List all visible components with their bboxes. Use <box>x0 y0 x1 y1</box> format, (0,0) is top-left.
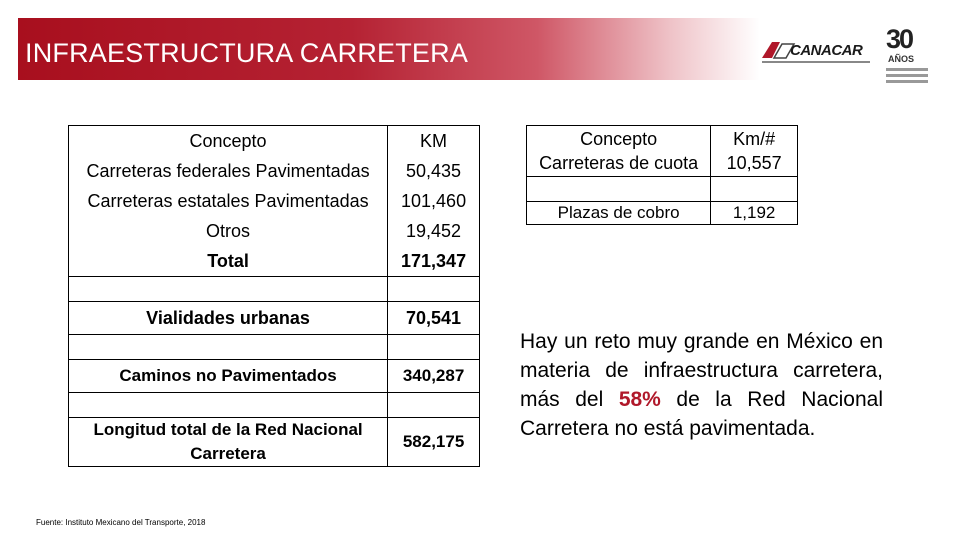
table-row-spacer <box>69 393 480 418</box>
summary-paragraph <box>520 327 883 443</box>
value-cuota: 10,557 <box>726 153 782 173</box>
concept-header: Concepto <box>580 129 658 149</box>
table-row <box>69 126 480 277</box>
vialidades-value: 70,541 <box>388 302 480 335</box>
anniversary-logo <box>884 24 938 94</box>
value-cell <box>388 126 480 277</box>
concept-header: Concepto <box>189 131 267 151</box>
concept-estatal: Carreteras estatales Pavimentadas <box>87 191 369 211</box>
concept-total: Total <box>207 251 249 271</box>
value-federal: 50,435 <box>406 161 462 181</box>
paragraph-text-before: Hay un reto muy grande en México en materia de infraestructura carretera, más del <box>520 330 883 411</box>
table-row-spacer <box>69 277 480 302</box>
longitud-line1: Longitud total de la Red Nacional <box>93 420 363 439</box>
table-row <box>69 360 480 393</box>
highlight-percentage: 58% <box>618 388 661 411</box>
table-row <box>69 302 480 335</box>
concept-cuota: Carreteras de cuota <box>539 153 699 173</box>
canacar-underline <box>762 61 870 63</box>
anniversary-number: 30 <box>886 24 913 54</box>
value-cell <box>711 126 798 177</box>
plazas-label: Plazas de cobro <box>527 202 711 225</box>
concept-cell <box>527 126 711 177</box>
anniversary-label: AÑOS <box>888 54 915 64</box>
longitud-value: 582,175 <box>388 418 480 467</box>
concept-cell <box>69 126 388 277</box>
anniversary-bar <box>886 80 928 83</box>
value-header: Km/# <box>733 129 776 149</box>
page-title: INFRAESTRUCTURA CARRETERA <box>25 38 469 68</box>
anniversary-bar <box>886 68 928 71</box>
vialidades-label: Vialidades urbanas <box>69 302 388 335</box>
km-table <box>68 125 480 467</box>
table-row <box>527 126 798 177</box>
caminos-value: 340,287 <box>388 360 480 393</box>
table-row <box>69 418 480 467</box>
longitud-label <box>69 418 388 467</box>
caminos-label: Caminos no Pavimentados <box>69 360 388 393</box>
source-note: Fuente: Instituto Mexicano del Transporte, 2018 <box>36 518 206 527</box>
toll-table <box>526 125 798 225</box>
title-banner <box>18 18 760 80</box>
longitud-line2: Carretera <box>190 444 266 463</box>
value-estatal: 101,460 <box>401 191 467 211</box>
value-header: KM <box>420 131 448 151</box>
table-row-spacer <box>69 335 480 360</box>
value-otros: 19,452 <box>406 221 462 241</box>
canacar-logo <box>760 38 870 68</box>
table-row <box>527 202 798 225</box>
table-row-spacer <box>527 177 798 202</box>
canacar-name: CANACAR <box>790 42 863 59</box>
anniversary-bar <box>886 74 928 77</box>
concept-federal: Carreteras federales Pavimentadas <box>86 161 370 181</box>
value-total: 171,347 <box>401 251 467 271</box>
concept-otros: Otros <box>206 221 251 241</box>
paragraph-text-after: de la Red Nacional Carretera no está pavimentada. <box>520 388 883 440</box>
plazas-value: 1,192 <box>711 202 798 225</box>
